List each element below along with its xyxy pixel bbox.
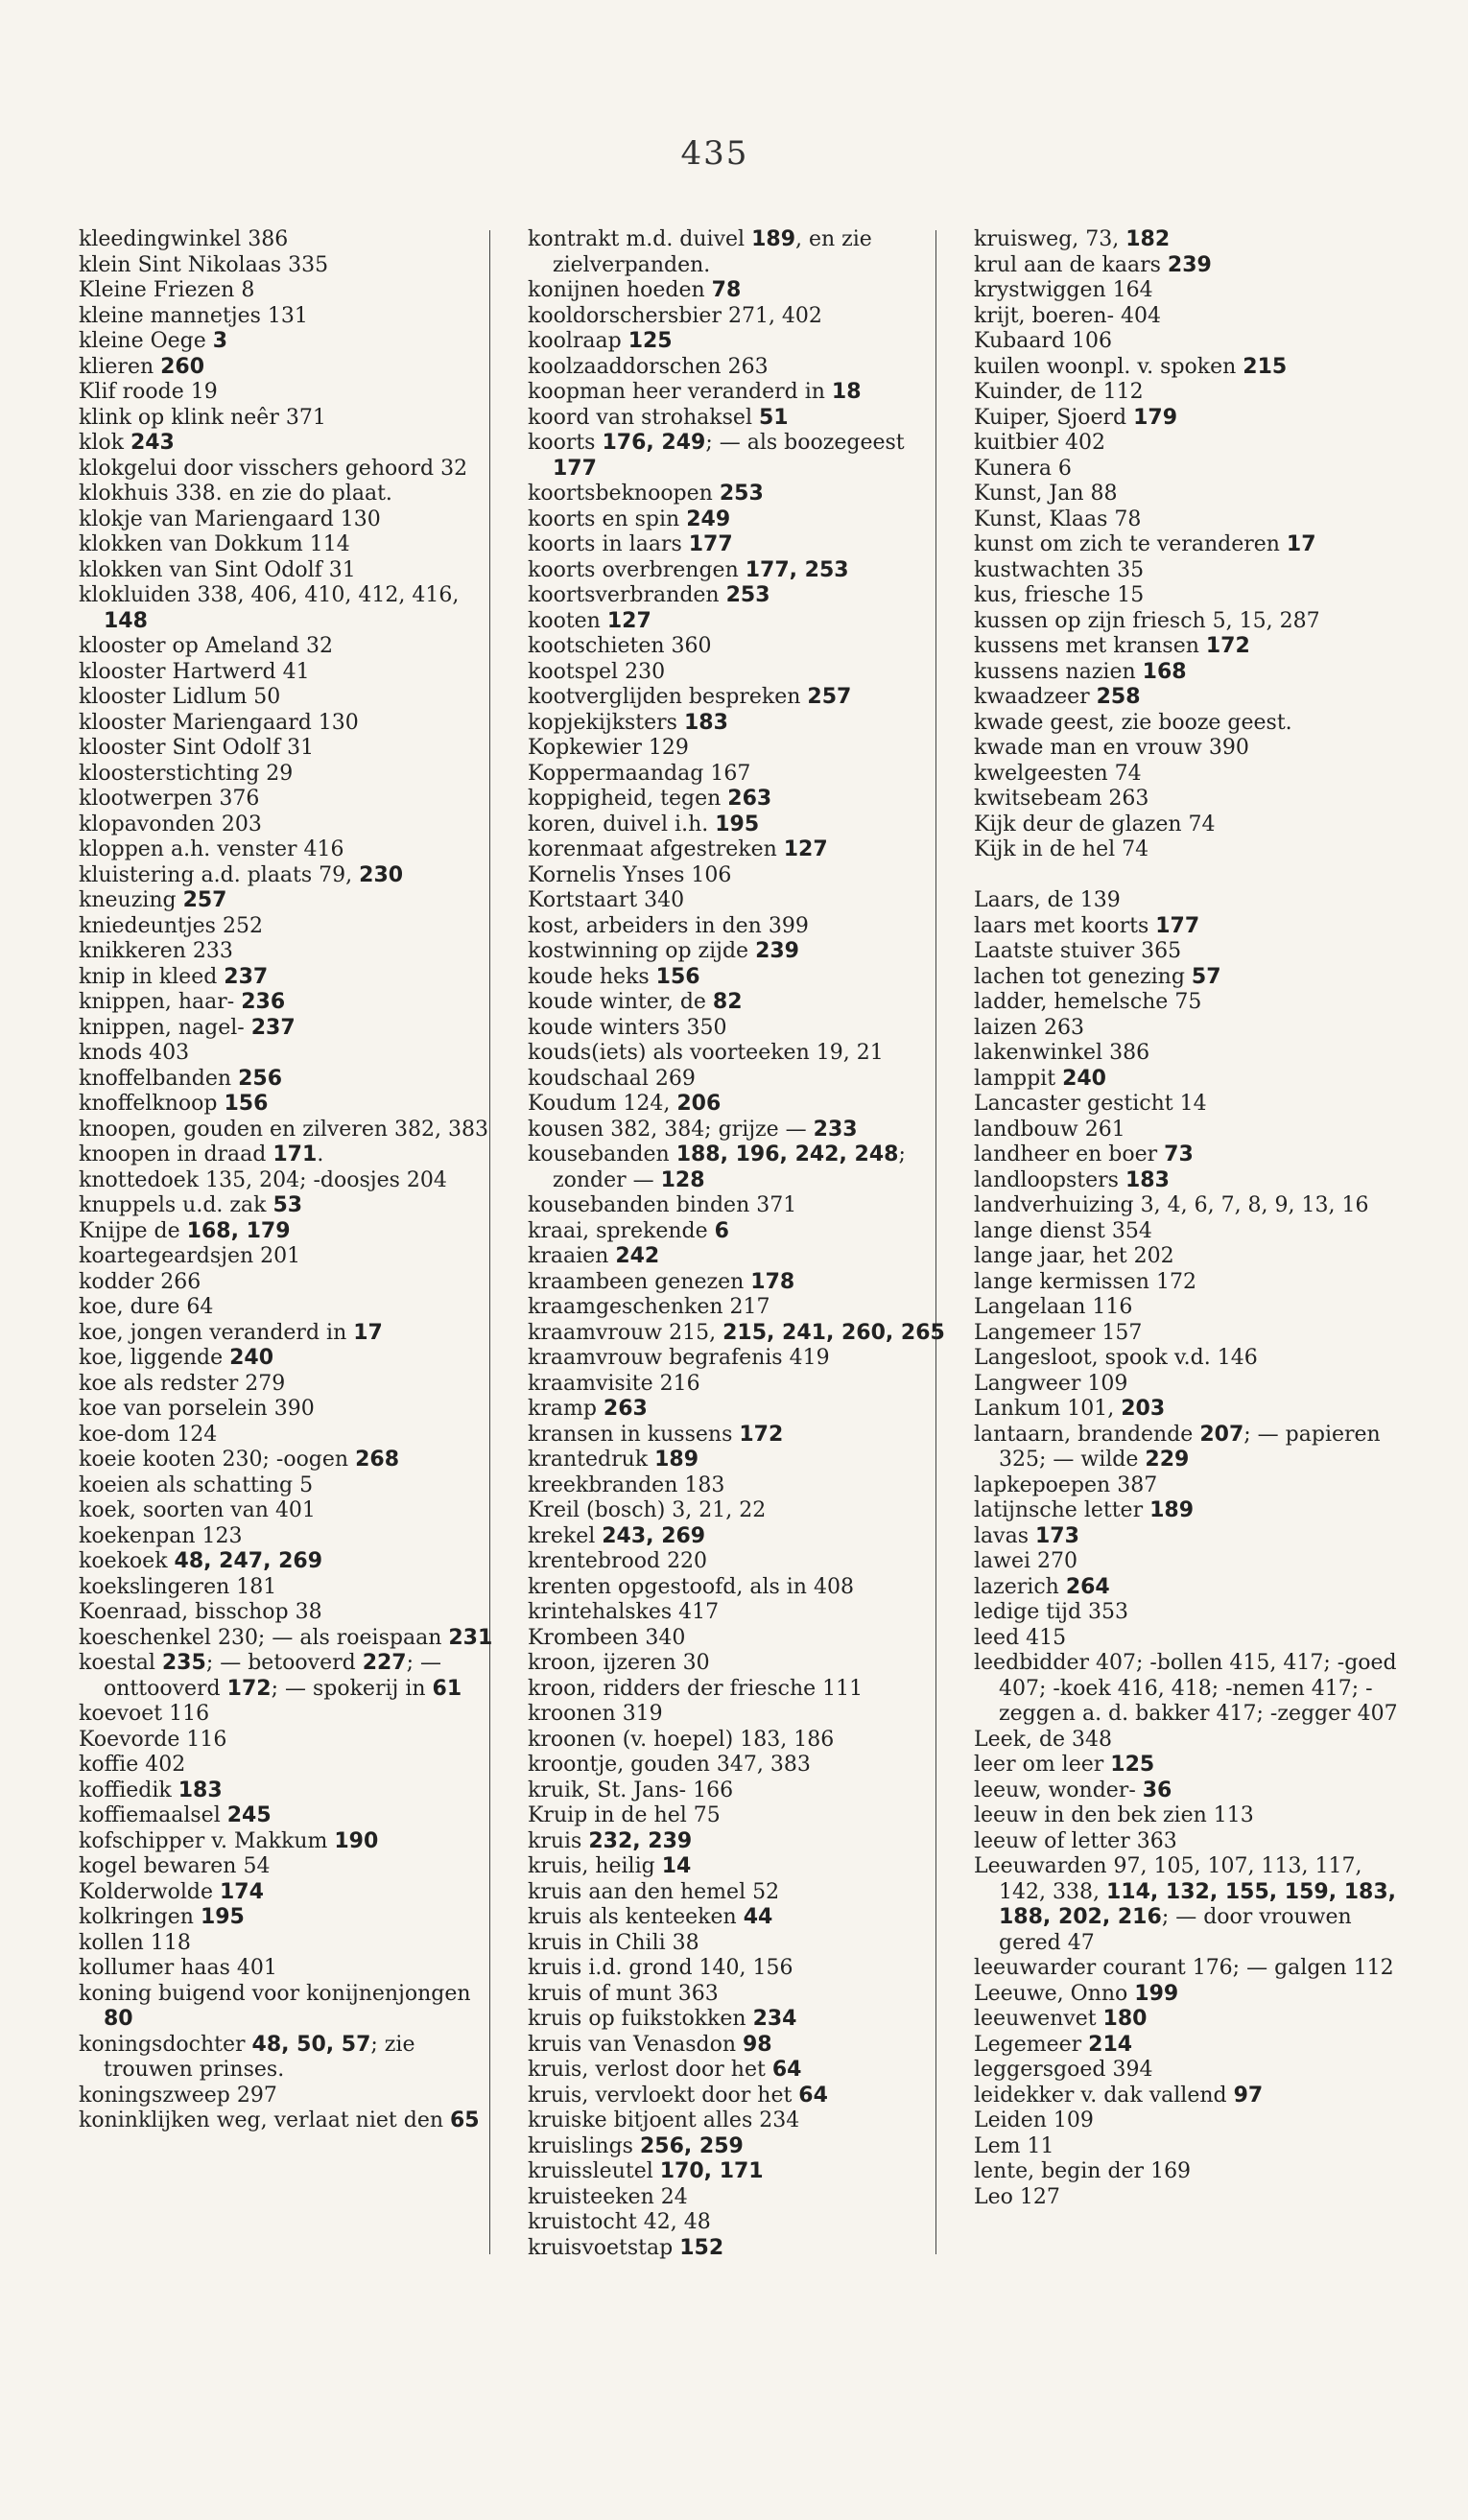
index-entry: koffie 402 [79, 1753, 186, 1777]
index-entry: klok 243 [79, 431, 175, 455]
index-entry: knuppels u.d. zak 53 [79, 1193, 303, 1217]
index-entry: landverhuizing 3, 4, 6, 7, 8, 9, 13, 16 [974, 1193, 1369, 1217]
index-entry: klooster Mariengaard 130 [79, 710, 359, 735]
index-entry: Koevorde 116 [79, 1727, 227, 1752]
index-entry: kraambeen genezen 178 [528, 1269, 795, 1294]
index-entry: Krombeen 340 [528, 1625, 686, 1650]
index-entry: kransen in kussens 172 [528, 1422, 784, 1447]
index-entry: koe van porselein 390 [79, 1397, 315, 1421]
index-entry: koudschaal 269 [528, 1066, 696, 1091]
index-entry: kniedeuntjes 252 [79, 913, 263, 938]
index-entry: kruis of munt 363 [528, 1981, 719, 2006]
index-entry: koortsbeknoopen 253 [528, 482, 764, 506]
index-entry: koe, liggende 240 [79, 1346, 274, 1370]
index-entry: krentebrood 220 [528, 1549, 708, 1573]
index-entry: korenmaat afgestreken 127 [528, 837, 828, 861]
index-entry: ledige tijd 353 [974, 1600, 1129, 1624]
index-entry: Lankum 101, 203 [974, 1397, 1166, 1421]
index-entry: krekel 243, 269 [528, 1523, 706, 1548]
index-entry: kruis, verlost door het 64 [528, 2058, 802, 2082]
index-entry: knikkeren 233 [79, 939, 233, 963]
index-entry: kruis i.d. grond 140, 156 [528, 1956, 793, 1980]
index-entry: knoopen, gouden en zilveren 382, 383 [79, 1117, 488, 1142]
index-entry: krantedruk 189 [528, 1448, 699, 1472]
index-entry: kwade man en vrouw 390 [974, 736, 1249, 760]
index-entry: kleine mannetjes 131 [79, 303, 308, 328]
index-entry: laizen 263 [974, 1015, 1084, 1040]
index-entry: koeschenkel 230; — als roeispaan 231 [79, 1625, 493, 1650]
index-entry: leeuw in den bek zien 113 [974, 1803, 1254, 1827]
index-entry: Leek, de 348 [974, 1727, 1113, 1752]
index-entry: leeuw of letter 363 [974, 1828, 1177, 1853]
index-entry: kootschieten 360 [528, 634, 712, 658]
index-entry: lazerich 264 [974, 1574, 1110, 1599]
index-entry: Kijk in de hel 74 [974, 837, 1149, 861]
index-entry: Lancaster gesticht 14 [974, 1092, 1207, 1116]
index-entry: leidekker v. dak vallend 97 [974, 2083, 1264, 2108]
index-entry: Kuinder, de 112 [974, 380, 1144, 404]
page-number: 435 [680, 134, 749, 173]
index-entry: Legemeer 214 [974, 2032, 1133, 2057]
index-entry: krintehalskes 417 [528, 1600, 720, 1624]
index-entry: leedbidder 407; -bollen 415, 417; -goed 407; -koek 416, 418; -nemen 417; -zeggen a. d. bakker 417; -zegger 407 [974, 1651, 1398, 1726]
index-entry: koartegeardsjen 201 [79, 1244, 301, 1268]
index-entry: Klif roode 19 [79, 380, 218, 404]
index-entry: kruislings 256, 259 [528, 2133, 744, 2158]
index-entry: knip in kleed 237 [79, 964, 269, 989]
index-entry: kustwachten 35 [974, 557, 1145, 582]
index-entry: kontrakt m.d. duivel 189, en zie zielverpanden. [528, 227, 872, 277]
index-entry: kolkringen 195 [79, 1905, 245, 1929]
index-entry: kwitsebeam 263 [974, 787, 1149, 811]
index-entry: koorts en spin 249 [528, 506, 731, 531]
index-entry: koorts 176, 249; — als boozegeest 177 [528, 431, 905, 481]
index-entry: Leeuwe, Onno 199 [974, 1981, 1179, 2006]
index-entry: kussens nazien 168 [974, 659, 1187, 684]
index-entry: landloopsters 183 [974, 1167, 1170, 1192]
index-entry: kofschipper v. Makkum 190 [79, 1828, 379, 1853]
index-entry: Kubaard 106 [974, 329, 1113, 353]
index-entry: klokken van Dokkum 114 [79, 532, 350, 556]
index-entry: kramp 263 [528, 1397, 648, 1421]
index-entry: koninklijken weg, verlaat niet den 65 [79, 2108, 480, 2132]
index-entry: koe, jongen veranderd in 17 [79, 1320, 383, 1345]
index-entry: kruis van Venasdon 98 [528, 2032, 772, 2057]
index-entry: koekoek 48, 247, 269 [79, 1549, 323, 1573]
index-entry: Langweer 109 [974, 1371, 1128, 1396]
index-entry: klokken van Sint Odolf 31 [79, 557, 356, 582]
index-entry: krystwiggen 164 [974, 278, 1153, 302]
index-entry: kleine Oege 3 [79, 329, 228, 353]
index-entry: koevoet 116 [79, 1702, 210, 1726]
index-entry: klokluiden 338, 406, 410, 412, 416, 148 [79, 583, 460, 633]
index-entry: kruis, vervloekt door het 64 [528, 2083, 828, 2108]
index-entry: kodder 266 [79, 1269, 201, 1294]
index-entry: kruisvoetstap 152 [528, 2235, 724, 2260]
index-entry: Langemeer 157 [974, 1320, 1143, 1345]
index-entry: knippen, nagel- 237 [79, 1015, 296, 1040]
index-entry: Langelaan 116 [974, 1295, 1133, 1319]
index-entry: Koudum 124, 206 [528, 1092, 722, 1116]
index-entry: koopman heer veranderd in 18 [528, 380, 862, 404]
index-entry: koeien als schatting 5 [79, 1472, 314, 1497]
index-entry: kousebanden binden 371 [528, 1193, 797, 1217]
index-entry: klokgelui door visschers gehoord 32 [79, 456, 468, 481]
index-entry: klieren 260 [79, 354, 205, 379]
index-entry: koekslingeren 181 [79, 1574, 277, 1599]
index-entry: krenten opgestoofd, als in 408 [528, 1574, 854, 1599]
index-entry: lavas 173 [974, 1523, 1079, 1548]
index-entry: koolraap 125 [528, 329, 673, 353]
index-entry: kruis 232, 239 [528, 1828, 693, 1853]
index-entry: klink op klink neêr 371 [79, 405, 326, 430]
index-entry: knottedoek 135, 204; -doosjes 204 [79, 1167, 447, 1192]
index-entry: Lem 11 [974, 2133, 1054, 2158]
index-entry: Kunst, Klaas 78 [974, 506, 1142, 531]
index-entry: kruis in Chili 38 [528, 1930, 699, 1955]
index-entry: kleedingwinkel 386 [79, 227, 289, 251]
index-entry: lange dienst 354 [974, 1218, 1152, 1243]
index-entry: kruis, heilig 14 [528, 1854, 692, 1878]
index-entry: landbouw 261 [974, 1117, 1125, 1142]
index-entry: kollen 118 [79, 1930, 191, 1955]
index-entry: kraamgeschenken 217 [528, 1295, 770, 1319]
index-entry: kopjekijksters 183 [528, 710, 728, 735]
index-entry: leeuw, wonder- 36 [974, 1778, 1172, 1802]
index-entry: kroon, ijzeren 30 [528, 1651, 710, 1675]
index-entry: koffiemaalsel 245 [79, 1803, 272, 1827]
index-entry: kootverglijden bespreken 257 [528, 685, 852, 709]
index-entry: koe-dom 124 [79, 1422, 218, 1447]
index-column-2 [528, 227, 955, 2261]
index-entry: Kuiper, Sjoerd 179 [974, 405, 1178, 430]
index-entry: klooster Sint Odolf 31 [79, 736, 315, 760]
index-entry [974, 863, 1401, 889]
index-entry: koffiedik 183 [79, 1778, 223, 1802]
index-entry: Kopkewier 129 [528, 736, 689, 760]
index-entry: kroonen 319 [528, 1702, 663, 1726]
index-entry: knippen, haar- 236 [79, 990, 286, 1014]
index-entry: krijt, boeren- 404 [974, 303, 1162, 328]
index-entry: koningsdochter 48, 50, 57; zie trouwen prinses. [79, 2032, 415, 2082]
index-column-3 [974, 227, 1401, 2210]
index-entry: leeuwenvet 180 [974, 2007, 1148, 2031]
index-entry: klein Sint Nikolaas 335 [79, 252, 329, 277]
index-entry: kloppen a.h. venster 416 [79, 837, 344, 861]
index-entry: leed 415 [974, 1625, 1067, 1650]
index-entry: koe als redster 279 [79, 1371, 286, 1396]
index-entry: krul aan de kaars 239 [974, 252, 1212, 277]
index-entry: leeuwarder courant 176; — galgen 112 [974, 1956, 1394, 1980]
index-entry: Kunera 6 [974, 456, 1072, 481]
index-entry: kruis aan den hemel 52 [528, 1879, 780, 1904]
index-entry: leer om leer 125 [974, 1753, 1155, 1777]
index-entry: lakenwinkel 386 [974, 1041, 1150, 1065]
index-entry: klokhuis 338. en zie do plaat. [79, 482, 392, 506]
index-entry: Kreil (bosch) 3, 21, 22 [528, 1498, 767, 1522]
index-entry: Leeuwarden 97, 105, 107, 113, 117, 142, 338, 114, 132, 155, 159, 183, 188, 202, 216; — door vrouwen gered 47 [974, 1854, 1397, 1955]
index-entry: kroonen (v. hoepel) 183, 186 [528, 1727, 835, 1752]
index-entry: kousebanden 188, 196, 242, 248; zonder — 128 [528, 1142, 906, 1192]
index-entry: Kleine Friezen 8 [79, 278, 255, 302]
index-column-1 [79, 227, 506, 2134]
index-entry: koorts overbrengen 177, 253 [528, 557, 849, 582]
index-entry: Knijpe de 168, 179 [79, 1218, 291, 1243]
index-entry: Leiden 109 [974, 2108, 1094, 2132]
index-entry: koekenpan 123 [79, 1523, 243, 1548]
index-entry: kostwinning op zijde 239 [528, 939, 799, 963]
index-entry: ladder, hemelsche 75 [974, 990, 1202, 1014]
index-entry: koek, soorten van 401 [79, 1498, 316, 1522]
index-entry: latijnsche letter 189 [974, 1498, 1195, 1522]
index-entry: kwelgeesten 74 [974, 761, 1142, 786]
index-entry: koe, dure 64 [79, 1295, 214, 1319]
index-entry: kost, arbeiders in den 399 [528, 913, 809, 938]
index-entry: kogel bewaren 54 [79, 1854, 271, 1878]
index-entry: kneuzing 257 [79, 888, 227, 912]
index-entry: Kijk deur de glazen 74 [974, 812, 1216, 836]
index-entry: kuitbier 402 [974, 431, 1106, 455]
index-entry: kloosterstichting 29 [79, 761, 294, 786]
index-entry: Langesloot, spook v.d. 146 [974, 1346, 1258, 1370]
index-entry: kunst om zich te veranderen 17 [974, 532, 1316, 556]
index-entry: lange kermissen 172 [974, 1269, 1196, 1294]
index-entry: koorts in laars 177 [528, 532, 733, 556]
index-entry: kreekbranden 183 [528, 1472, 725, 1497]
index-entry: Laars, de 139 [974, 888, 1121, 912]
index-entry: kluistering a.d. plaats 79, 230 [79, 862, 404, 887]
index-entry: kouds(iets) als voorteeken 19, 21 [528, 1041, 884, 1065]
index-entry: knoffelknoop 156 [79, 1092, 269, 1116]
index-entry: lente, begin der 169 [974, 2159, 1192, 2183]
index-entry: klooster Hartwerd 41 [79, 659, 310, 684]
index-entry: leggersgoed 394 [974, 2058, 1153, 2082]
index-entry: kraaien 242 [528, 1244, 660, 1268]
index-entry: kooten 127 [528, 608, 651, 633]
index-entry: koude winters 350 [528, 1015, 727, 1040]
index-entry: Leo 127 [974, 2184, 1060, 2209]
index-entry: koude heks 156 [528, 964, 700, 989]
index-entry: kraai, sprekende 6 [528, 1218, 729, 1243]
index-entry: Laatste stuiver 365 [974, 939, 1182, 963]
index-entry: kruis als kenteeken 44 [528, 1905, 773, 1929]
index-entry: kussen op zijn friesch 5, 15, 287 [974, 608, 1320, 633]
index-entry: Koenraad, bisschop 38 [79, 1600, 322, 1624]
index-entry: kraamvrouw 215, 215, 241, 260, 265 [528, 1320, 945, 1345]
index-entry: Kruip in de hel 75 [528, 1803, 721, 1827]
index-entry: klokje van Mariengaard 130 [79, 506, 381, 531]
index-entry: konijnen hoeden 78 [528, 278, 742, 302]
index-entry: koortsverbranden 253 [528, 583, 770, 607]
index-entry: klopavonden 203 [79, 812, 262, 836]
index-entry: kollumer haas 401 [79, 1956, 277, 1980]
index-entry: koolzaaddorschen 263 [528, 354, 769, 379]
index-entry: kruik, St. Jans- 166 [528, 1778, 734, 1802]
index-entry: Koppermaandag 167 [528, 761, 751, 786]
index-entry: kwaadzeer 258 [974, 685, 1141, 709]
index-entry: Kunst, Jan 88 [974, 482, 1118, 506]
index-entry: kraamvisite 216 [528, 1371, 700, 1396]
index-entry: lapkepoepen 387 [974, 1472, 1158, 1497]
index-entry: koord van strohaksel 51 [528, 405, 789, 430]
index-entry: koestal 235; — betooverd 227; — onttooverd 172; — spokerij in 61 [79, 1651, 462, 1701]
index-entry: kussens met kransen 172 [974, 634, 1250, 658]
index-entry: koude winter, de 82 [528, 990, 743, 1014]
index-entry: lantaarn, brandende 207; — papieren 325; — wilde 229 [974, 1422, 1381, 1472]
index-entry: lange jaar, het 202 [974, 1244, 1174, 1268]
index-entry: koning buigend voor konijnenjongen 80 [79, 1981, 471, 2031]
index-entry: kruisteeken 24 [528, 2184, 688, 2209]
index-entry: koningszweep 297 [79, 2083, 277, 2108]
index-entry: kousen 382, 384; grijze — 233 [528, 1117, 858, 1142]
index-entry: knoffelbanden 256 [79, 1066, 283, 1091]
index-entry: kruissleutel 170, 171 [528, 2159, 764, 2183]
index-entry: lachen tot genezing 57 [974, 964, 1221, 989]
index-entry: knoopen in draad 171. [79, 1142, 324, 1166]
index-entry: laars met koorts 177 [974, 913, 1200, 938]
index-entry: kroontje, gouden 347, 383 [528, 1753, 811, 1777]
index-entry: klootwerpen 376 [79, 787, 260, 811]
index-entry: Kolderwolde 174 [79, 1879, 264, 1904]
index-entry: kruistocht 42, 48 [528, 2210, 711, 2234]
index-entry: koppigheid, tegen 263 [528, 787, 772, 811]
index-entry: landheer en boer 73 [974, 1142, 1194, 1166]
index-entry: kruisweg, 73, 182 [974, 227, 1171, 251]
index-entry: koeie kooten 230; -oogen 268 [79, 1448, 400, 1472]
index-entry: kootspel 230 [528, 659, 666, 684]
index-entry: kuilen woonpl. v. spoken 215 [974, 354, 1288, 379]
index-entry: klooster op Ameland 32 [79, 634, 333, 658]
index-entry: kroon, ridders der friesche 111 [528, 1676, 864, 1701]
index-entry: Kornelis Ynses 106 [528, 862, 732, 887]
index-entry: kus, friesche 15 [974, 583, 1145, 607]
index-entry: kruiske bitjoent alles 234 [528, 2108, 800, 2132]
index-entry: koren, duivel i.h. 195 [528, 812, 760, 836]
index-entry: kooldorschersbier 271, 402 [528, 303, 822, 328]
index-entry: knods 403 [79, 1041, 190, 1065]
index-entry: lamppit 240 [974, 1066, 1106, 1091]
index-entry: kwade geest, zie booze geest. [974, 710, 1292, 735]
index-entry: klooster Lidlum 50 [79, 685, 281, 709]
index-entry: Kortstaart 340 [528, 888, 685, 912]
index-entry: lawei 270 [974, 1549, 1078, 1573]
index-entry: kraamvrouw begrafenis 419 [528, 1346, 830, 1370]
index-entry: kruis op fuikstokken 234 [528, 2007, 797, 2031]
